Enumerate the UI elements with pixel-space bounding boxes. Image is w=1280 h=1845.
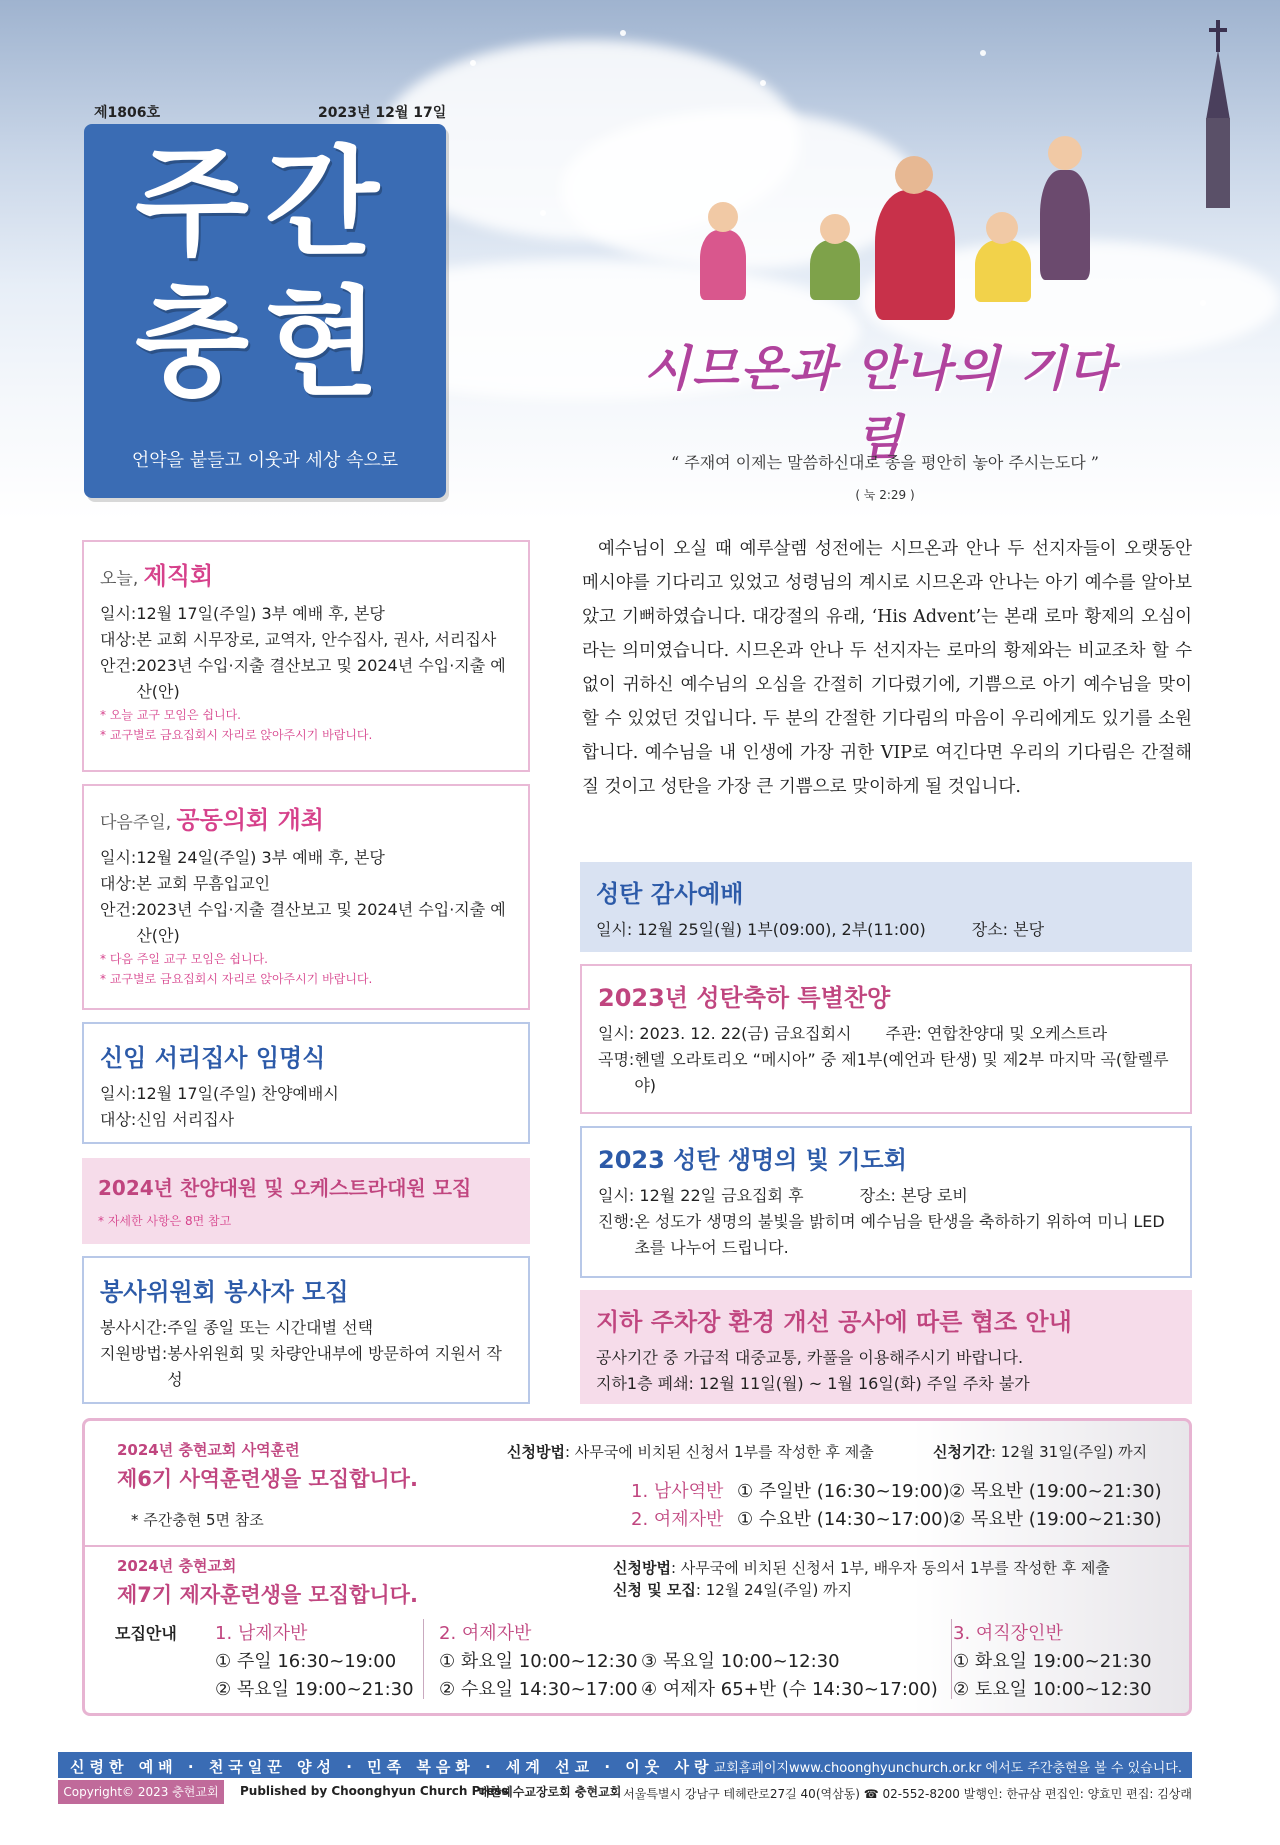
- schedule-text: 일시: 12월 22일 금요집회 후: [598, 1186, 804, 1205]
- row-value: 신임 서리집사: [136, 1110, 235, 1129]
- footer-info: [58, 1780, 1192, 1804]
- row-key: 봉사시간:: [100, 1318, 168, 1337]
- notice-deacon-appointment: [82, 1022, 530, 1144]
- church-address: 서울특별시 강남구 테헤란로27길 40(역삼동) ☎ 02-552-8200 발행인: 한규삼 편집인: 양효민 편집: 김상래: [623, 1787, 1192, 1801]
- church-motto: 신령한 예배 · 천국일꾼 양성 · 민족 복음화 · 세계 선교 · 이웃 사랑: [70, 1758, 714, 1776]
- slogan: 언약을 붙들고 이웃과 세상 속으로: [131, 450, 399, 471]
- row-key: 대상:: [100, 874, 137, 893]
- church-steeple-icon: [1192, 20, 1242, 200]
- row-key: 일시:: [100, 1084, 137, 1103]
- row-value: 2023년 수입·지출 결산보고 및 2024년 수입·지출 예산(안): [136, 656, 506, 701]
- note: * 다음 주일 교구 모임은 쉽니다.: [100, 952, 268, 966]
- row-value: 헨델 오라토리오 “메시아” 중 제1부(예언과 탄생) 및 제2부 마지막 곡(할렐루야): [634, 1050, 1169, 1095]
- masthead-title-line2: 충현: [135, 274, 395, 412]
- row-value: 본 교회 무흠입교인: [136, 874, 271, 893]
- divider: [85, 1545, 1189, 1547]
- row-key: 일시:: [100, 848, 137, 867]
- notice-prefix: 오늘,: [100, 569, 144, 589]
- notice-christmas-service: [580, 862, 1192, 952]
- row-key: 안건:: [100, 900, 137, 919]
- notice-christmas-praise: [580, 964, 1192, 1114]
- row-value: 봉사위원회 및 차량안내부에 방문하여 지원서 작성: [167, 1344, 502, 1389]
- row-key: 곡명:: [598, 1050, 635, 1069]
- sermon-theme: 시므온과 안나의 기다림: [643, 341, 1117, 466]
- class-option: ② 수요일 14:30~17:00: [439, 1679, 638, 1700]
- row-key: 일시:: [100, 604, 137, 623]
- training-b-title: 제7기 제자훈련생을 모집합니다.: [117, 1583, 418, 1607]
- note: * 교구별로 금요집회시 자리로 앉아주시기 바랍니다.: [100, 972, 373, 986]
- notice-choir-recruit: [82, 1158, 530, 1244]
- class-option: ① 화요일 19:00~21:30: [953, 1651, 1152, 1672]
- recruit-info-label: 모집안내: [115, 1624, 177, 1643]
- period-value: : 12월 31일(주일) 까지: [990, 1443, 1148, 1461]
- notice-congregation-meeting: [82, 784, 530, 1010]
- training-a-subtitle: 2024년 충현교회 사역훈련: [117, 1441, 300, 1459]
- row-value: 온 성도가 생명의 불빛을 밝히며 예수님을 탄생을 축하하기 위하여 미니 LED초를 나누어 드립니다.: [634, 1212, 1165, 1257]
- class-option: ② 토요일 10:00~12:30: [953, 1679, 1152, 1700]
- training-a-title: 제6기 사역훈련생을 모집합니다.: [117, 1467, 418, 1491]
- class-label: 3. 여직장인반: [953, 1623, 1063, 1644]
- row-key: 안건:: [100, 656, 137, 675]
- row-key: 대상:: [100, 630, 137, 649]
- bible-verse: “ 주재여 이제는 말씀하신대로 종을 평안히 놓아 주시는도다 ”: [671, 453, 1099, 472]
- method-value: : 사무국에 비치된 신청서 1부, 배우자 동의서 1부를 작성한 후 제출: [670, 1559, 1110, 1577]
- row-value: 12월 17일(주일) 찬양예배시: [136, 1084, 339, 1103]
- row-value: 2023년 수입·지출 결산보고 및 2024년 수입·지출 예산(안): [136, 900, 506, 945]
- notice-text: 공사기간 중 가급적 대중교통, 카풀을 이용해주시기 바랍니다.: [596, 1348, 1024, 1367]
- class-option: ④ 여제자 65+반 (수 14:30~17:00): [641, 1679, 938, 1700]
- notice-title: 2023년 성탄축하 특별찬양: [598, 984, 891, 1012]
- footer-bar: [58, 1752, 1192, 1778]
- masthead: [84, 124, 446, 498]
- row-value: 주일 종일 또는 시간대별 선택: [167, 1318, 374, 1337]
- place-text: 장소: 본당: [971, 920, 1045, 939]
- notice-title: 2023 성탄 생명의 빛 기도회: [598, 1146, 907, 1174]
- notice-prefix: 다음주일,: [100, 813, 177, 833]
- row-value: 12월 24일(주일) 3부 예배 후, 본당: [136, 848, 385, 867]
- notice-text: 지하1층 폐쇄: 12월 11일(월) ~ 1월 16일(화) 주일 주차 불가: [596, 1374, 1030, 1393]
- row-key: 대상:: [100, 1110, 137, 1129]
- website-notice: 교회홈페이지www.choonghyunchurch.or.kr 에서도 주간충현을 볼 수 있습니다.: [713, 1761, 1182, 1776]
- row-key: 지원방법:: [100, 1344, 168, 1363]
- schedule-text: 일시: 12월 25일(월) 1부(09:00), 2부(11:00): [596, 920, 926, 939]
- notice-title: 제직회: [143, 562, 214, 590]
- host-text: 주관: 연합찬양대 및 오케스트라: [885, 1024, 1108, 1043]
- class-option: ② 목요반 (19:00~21:30): [949, 1481, 1162, 1502]
- notice-title: 2024년 찬양대원 및 오케스트라대원 모집: [98, 1176, 472, 1200]
- method-label: 신청방법: [613, 1559, 671, 1577]
- period-value: : 12월 24일(주일) 까지: [695, 1581, 853, 1599]
- notice-title: 봉사위원회 봉사자 모집: [100, 1278, 349, 1306]
- notice-title: 성탄 감사예배: [596, 880, 744, 908]
- jesus-with-children-illustration: [690, 110, 1130, 340]
- class-label: 1. 남사역반: [631, 1481, 724, 1502]
- notice-staff-meeting: [82, 540, 530, 772]
- period-label: 신청기간: [933, 1443, 991, 1461]
- notice-parking-construction: [580, 1290, 1192, 1404]
- training-b-subtitle: 2024년 충현교회: [117, 1557, 237, 1575]
- class-option: ① 주일반 (16:30~19:00): [737, 1481, 950, 1502]
- row-value: 본 교회 시무장로, 교역자, 안수집사, 권사, 서리집사: [136, 630, 497, 649]
- masthead-title-line1: 주간: [135, 134, 395, 272]
- class-label: 2. 여제자반: [439, 1623, 532, 1644]
- class-option: ① 화요일 10:00~12:30: [439, 1651, 638, 1672]
- training-recruitment-box: [82, 1418, 1192, 1716]
- bible-verse-reference: ( 눅 2:29 ): [855, 488, 915, 502]
- row-value: 12월 17일(주일) 3부 예배 후, 본당: [136, 604, 385, 623]
- notice-title: 신임 서리집사 임명식: [100, 1044, 326, 1072]
- notice-volunteer-recruit: [82, 1256, 530, 1404]
- copyright: Copyright© 2023 충현교회: [58, 1780, 224, 1804]
- method-value: : 사무국에 비치된 신청서 1부를 작성한 후 제출: [564, 1443, 874, 1461]
- note: * 자세한 사항은 8면 참고: [98, 1214, 232, 1228]
- publisher: Published by Choonghyun Church Press: [240, 1784, 509, 1798]
- note: * 오늘 교구 모임은 쉽니다.: [100, 708, 241, 722]
- place-text: 장소: 본당 로비: [859, 1186, 968, 1205]
- class-option: ① 수요반 (14:30~17:00): [737, 1509, 950, 1530]
- training-a-note: * 주간충현 5면 참조: [131, 1511, 264, 1529]
- notice-title: 공동의회 개최: [176, 806, 324, 834]
- issue-date: 2023년 12월 17일: [318, 105, 447, 121]
- notice-prayer-meeting: [580, 1126, 1192, 1278]
- issue-number: 제1806호: [94, 105, 161, 121]
- note: * 교구별로 금요집회시 자리로 앉아주시기 바랍니다.: [100, 728, 373, 742]
- schedule-text: 일시: 2023. 12. 22(금) 금요집회시: [598, 1024, 852, 1043]
- period-label: 신청 및 모집: [613, 1581, 696, 1599]
- church-logo: 대한예수교장로회 충현교회: [478, 1785, 622, 1799]
- row-key: 진행:: [598, 1212, 635, 1231]
- notice-title: 지하 주차장 환경 개선 공사에 따른 협조 안내: [596, 1308, 1072, 1336]
- divider: [951, 1619, 952, 1699]
- class-option: ① 주일 16:30~19:00: [215, 1651, 397, 1672]
- class-label: 1. 남제자반: [215, 1623, 308, 1644]
- class-option: ② 목요반 (19:00~21:30): [949, 1509, 1162, 1530]
- class-option: ② 목요일 19:00~21:30: [215, 1679, 414, 1700]
- divider: [423, 1619, 424, 1699]
- class-label: 2. 여제자반: [631, 1509, 724, 1530]
- pastoral-article: 예수님이 오실 때 예루살렘 성전에는 시므온과 안나 두 선지자들이 오랫동안 메시야를 기다리고 있었고 성령님의 계시로 시므온과 안나는 아기 예수를 알아보았고 기뻐하였습니다. 대강절의 유래, ‘His Advent’는 본래 로마 황제의 오심이라는 의미였습니다. 시므온과 안나 두 선지자는 로마의 황제와는 비교조차 할 수 없이 귀하신 예수님의 오심을 간절히 기다렸기에, 기쁨으로 아기 예수님을 맞이할 수 있었던 것입니다. 두 분의 간절한 기다림의 마음이 우리에게도 있기를 소원합니다. 예수님을 내 인생에 가장 귀한 VIP로 여긴다면 우리의 기다림은 간절해 질 것이고 성탄을 가장 큰 기쁨으로 맞이하게 될 것입니다.: [582, 539, 1192, 797]
- class-option: ③ 목요일 10:00~12:30: [641, 1651, 840, 1672]
- method-label: 신청방법: [507, 1443, 565, 1461]
